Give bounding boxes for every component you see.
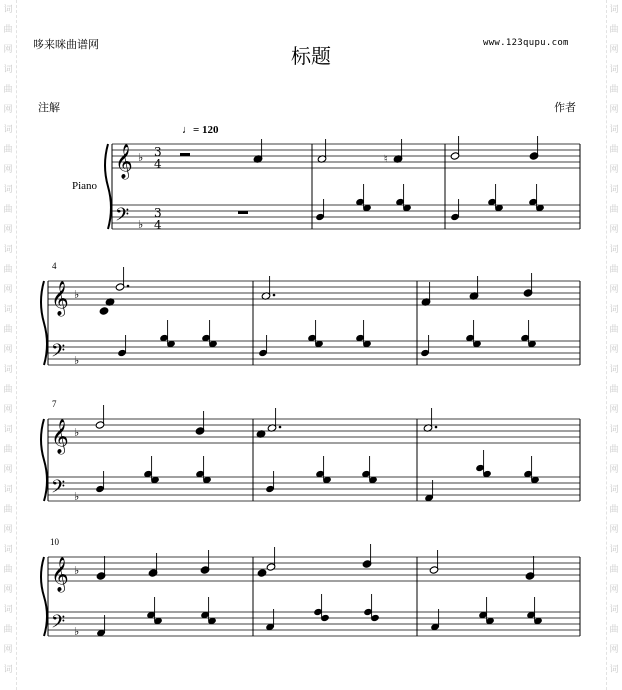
watermark-glyph: 曲	[609, 265, 619, 275]
watermark-glyph: 词	[609, 605, 619, 615]
watermark-glyph: 曲	[3, 625, 13, 635]
watermark-glyph: 词	[3, 245, 13, 255]
key-signature-flat: ♭	[74, 426, 80, 439]
watermark-glyph: 曲	[3, 385, 13, 395]
watermark-glyph: 网	[609, 525, 619, 535]
watermark-glyph: 词	[3, 65, 13, 75]
watermark-glyph: 网	[3, 405, 13, 415]
watermark-glyph: 网	[3, 525, 13, 535]
watermark-glyph: 网	[609, 645, 619, 655]
watermark-glyph: 网	[3, 165, 13, 175]
annotation-label: 注解	[38, 101, 60, 114]
watermark-glyph: 网	[3, 45, 13, 55]
time-signature-bottom: 4	[154, 218, 162, 232]
watermark-glyph: 词	[3, 365, 13, 375]
treble-clef: 𝄞	[51, 281, 69, 316]
watermark-glyph: 词	[3, 185, 13, 195]
composer-label: 作者	[554, 101, 576, 114]
brace	[41, 419, 47, 501]
watermark-glyph: 曲	[3, 145, 13, 155]
watermark-glyph: 词	[609, 425, 619, 435]
watermark-glyph: 网	[3, 345, 13, 355]
watermark-glyph: 曲	[3, 565, 13, 575]
watermark-glyph: 曲	[609, 565, 619, 575]
watermark-glyph: 曲	[609, 445, 619, 455]
watermark-glyph: 网	[609, 585, 619, 595]
watermark-glyph: 词	[3, 545, 13, 555]
watermark-glyph: 词	[3, 5, 13, 15]
bass-clef: 𝄢	[51, 341, 66, 366]
watermark-glyph: 词	[609, 485, 619, 495]
treble-clef: 𝄞	[115, 144, 133, 179]
watermark-glyph: 网	[609, 465, 619, 475]
augmentation-dot	[435, 426, 438, 429]
treble-clef: 𝄞	[51, 557, 69, 592]
measure-number-4: 4	[52, 261, 57, 271]
watermark-glyph: 曲	[3, 25, 13, 35]
watermark-glyph: 网	[609, 165, 619, 175]
watermark-glyph: 网	[609, 285, 619, 295]
watermark-glyph: 词	[609, 185, 619, 195]
watermark-glyph: 曲	[3, 325, 13, 335]
notehead	[257, 569, 267, 577]
time-signature-top: 3	[154, 145, 162, 159]
watermark-glyph: 曲	[609, 25, 619, 35]
watermark-glyph: 曲	[609, 385, 619, 395]
site-url: www.123qupu.com	[483, 38, 569, 48]
watermark-glyph: 词	[609, 125, 619, 135]
watermark-glyph: 网	[3, 645, 13, 655]
watermark-glyph: 曲	[609, 625, 619, 635]
natural-sign: ♮	[384, 154, 388, 165]
time-signature-top: 3	[154, 206, 162, 220]
watermark-glyph: 词	[609, 545, 619, 555]
watermark-glyph: 曲	[3, 445, 13, 455]
watermark-glyph: 词	[3, 125, 13, 135]
brace	[105, 144, 111, 229]
key-signature-flat: ♭	[138, 151, 144, 164]
bass-clef: 𝄢	[51, 612, 66, 637]
watermark-glyph: 网	[609, 405, 619, 415]
bass-clef: 𝄢	[51, 477, 66, 502]
watermark-glyph: 词	[3, 665, 13, 675]
watermark-glyph: 词	[609, 65, 619, 75]
key-signature-flat: ♭	[138, 218, 144, 231]
treble-clef: 𝄞	[51, 419, 69, 454]
page-title: 标题	[291, 44, 331, 68]
watermark-glyph: 曲	[609, 205, 619, 215]
watermark-glyph: 曲	[3, 505, 13, 515]
brace	[41, 281, 47, 365]
watermark-glyph: 词	[609, 245, 619, 255]
watermark-glyph: 网	[609, 45, 619, 55]
augmentation-dot	[273, 294, 276, 297]
watermark-glyph: 词	[3, 605, 13, 615]
site-name: 哆来咪曲谱网	[33, 38, 99, 51]
measure-number-7: 7	[52, 399, 57, 409]
brace	[41, 557, 47, 636]
watermark-glyph: 曲	[3, 85, 13, 95]
watermark-glyph: 曲	[609, 325, 619, 335]
watermark-glyph: 词	[609, 305, 619, 315]
key-signature-flat: ♭	[74, 564, 80, 577]
notehead	[99, 307, 109, 315]
watermark-glyph: 网	[3, 285, 13, 295]
augmentation-dot	[127, 285, 130, 288]
watermark-glyph: 网	[3, 465, 13, 475]
watermark-glyph: 词	[3, 485, 13, 495]
half-rest	[180, 153, 190, 156]
augmentation-dot	[279, 426, 282, 429]
key-signature-flat: ♭	[74, 490, 80, 503]
watermark-glyph: 词	[3, 305, 13, 315]
key-signature-flat: ♭	[74, 288, 80, 301]
watermark-glyph: 词	[609, 665, 619, 675]
watermark-glyph: 网	[609, 225, 619, 235]
watermark-glyph: 曲	[3, 205, 13, 215]
watermark-glyph: 网	[3, 585, 13, 595]
key-signature-flat: ♭	[74, 354, 80, 367]
measure-number-10: 10	[50, 537, 59, 547]
watermark-glyph: 曲	[609, 85, 619, 95]
watermark-glyph: 词	[609, 365, 619, 375]
watermark-glyph: 网	[3, 105, 13, 115]
key-signature-flat: ♭	[74, 625, 80, 638]
instrument-name: Piano	[72, 180, 98, 192]
time-signature-bottom: 4	[154, 157, 162, 171]
watermark-glyph: 网	[3, 225, 13, 235]
watermark-glyph: 曲	[609, 505, 619, 515]
watermark-glyph: 词	[3, 425, 13, 435]
watermark-glyph: 曲	[609, 145, 619, 155]
half-rest	[238, 211, 248, 214]
bass-clef: 𝄢	[115, 205, 130, 230]
watermark-glyph: 网	[609, 345, 619, 355]
watermark-glyph: 网	[609, 105, 619, 115]
watermark-glyph: 曲	[3, 265, 13, 275]
watermark-glyph: 词	[609, 5, 619, 15]
tempo-marking: ♩= 120	[182, 124, 219, 136]
